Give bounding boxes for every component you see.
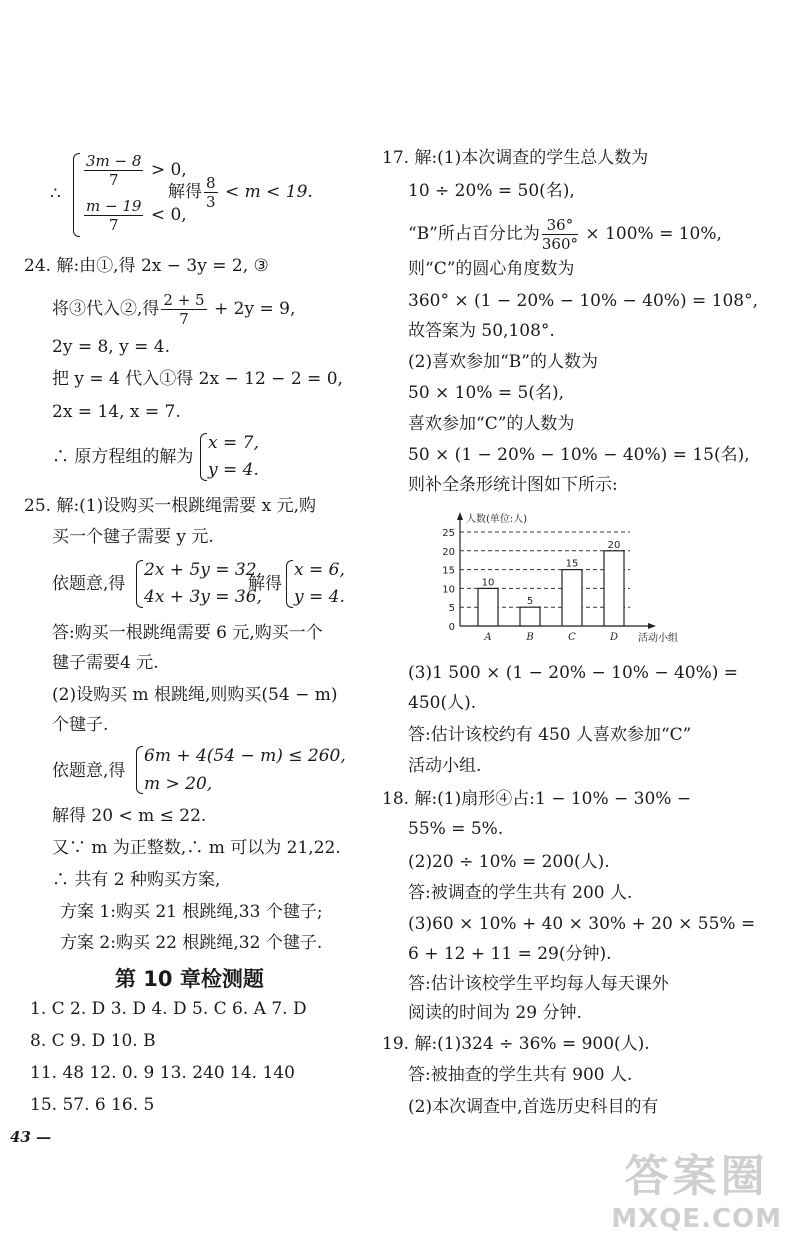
bar-value-label: 15 [565, 558, 579, 570]
inequality-1: $\frac{3m - 8}{7}$ > 0, [86, 152, 187, 189]
q25-line: ∴ 共有 2 种购买方案, [52, 870, 221, 890]
q17-line: “B”所占百分比为 $\frac{36^\circ}{360^\circ}$ × 100% = 10%, [408, 216, 722, 253]
q17-line: 喜欢参加“C”的人数为 [408, 414, 575, 434]
answer-line: 11. 48 12. 0. 9 13. 240 14. 140 [30, 1063, 295, 1083]
q25-line: 个毽子. [52, 715, 109, 735]
bar-chart [420, 508, 680, 648]
x-tick-label: A [484, 632, 492, 643]
q18-line: 6 + 12 + 11 = 29(分钟). [408, 944, 612, 964]
q19-line: 答:被抽查的学生共有 900 人. [408, 1065, 633, 1085]
bar-value-label: 10 [481, 577, 495, 589]
y-tick-label: 5 [448, 603, 455, 615]
q25-sol-y: y = 4. [294, 587, 345, 607]
answer-line: 1. C 2. D 3. D 4. D 5. C 6. A 7. D [30, 999, 307, 1019]
q17-line: 则“C”的圆心角度数为 [408, 259, 575, 279]
x-axis-label: 活动小组 [638, 633, 678, 644]
q17-line: 则补全条形统计图如下所示: [408, 475, 618, 495]
q19-line: 19. 解:(1)324 ÷ 36% = 900(人). [382, 1034, 650, 1054]
system-brace [286, 560, 293, 608]
y-axis-arrow [457, 512, 463, 520]
q18-line: 答:估计该校学生平均每人每天课外 [408, 974, 669, 994]
q18-line: 18. 解:(1)扇形④占:1 − 10% − 30% − [382, 789, 692, 809]
y-tick-label: 25 [442, 528, 455, 539]
q18-line: 答:被调查的学生共有 200 人. [408, 883, 633, 903]
q24-solution-x: x = 7, [208, 433, 259, 453]
x-axis-arrow [648, 623, 656, 629]
bar-value-label: 20 [607, 539, 621, 551]
inequality-2: $\frac{m - 19}{7}$ < 0, [86, 197, 187, 234]
q17-line: 50 × 10% = 5(名), [408, 383, 565, 403]
bar [520, 607, 540, 626]
q24-solution-y: y = 4. [208, 460, 259, 480]
y-tick-label: 10 [442, 584, 455, 596]
q24-line: 2y = 8, y = 4. [52, 337, 170, 357]
q18-line: (2)20 ÷ 10% = 200(人). [408, 852, 610, 872]
watermark-logo: 答案圈 MXQE.COM [611, 1151, 782, 1234]
q25-eq2: 4x + 3y = 36, [144, 587, 262, 607]
q17-line: 答:估计该校约有 450 人喜欢参加“C” [408, 725, 692, 745]
q25-line: 毽子需要4 元. [52, 653, 159, 673]
x-tick-label: D [609, 632, 619, 643]
system-brace [136, 746, 143, 794]
q25-line: 又∵ m 为正整数,∴ m 可以为 21,22. [52, 838, 341, 858]
y-axis-label: 人数(单位:人) [466, 514, 528, 525]
q25-line: 25. 解:(1)设购买一根跳绳需要 x 元,购 [24, 496, 317, 516]
system-brace [136, 560, 143, 608]
q25-line: 依题意,得 [52, 761, 126, 781]
chapter-heading: 第 10 章检测题 [115, 967, 264, 991]
q25-line: 依题意,得 [52, 574, 126, 594]
q25-line: 解得 20 < m ≤ 22. [52, 806, 207, 826]
q25-line: 方案 1:购买 21 根跳绳,33 个毽子; [60, 902, 323, 922]
q25-eq1: 2x + 5y = 32, [144, 560, 262, 580]
q17-line: 360° × (1 − 20% − 10% − 40%) = 108°, [408, 291, 758, 311]
x-tick-label: C [568, 632, 576, 643]
q25-line: 解得 [248, 574, 282, 594]
q25-ineq1: 6m + 4(54 − m) ≤ 260, [144, 746, 346, 766]
q17-line: 17. 解:(1)本次调查的学生总人数为 [382, 148, 649, 168]
x-tick-label: B [526, 632, 534, 643]
bar [562, 570, 582, 626]
q17-line: 50 × (1 − 20% − 10% − 40%) = 15(名), [408, 445, 750, 465]
q17-line: 活动小组. [408, 756, 482, 776]
q18-line: 55% = 5%. [408, 819, 504, 839]
solution-range: 解得 $\frac{8}{3}$ < m < 19. [168, 174, 313, 211]
q17-line: (3)1 500 × (1 − 20% − 10% − 40%) = [408, 663, 739, 683]
q25-line: (2)设购买 m 根跳绳,则购买(54 − m) [52, 685, 338, 705]
q24-line: ∴ 原方程组的解为 [52, 447, 194, 467]
system-brace [73, 153, 80, 237]
q24-line: 将③代入②,得 $\frac{2 + 5}{7}$ + 2y = 9, [52, 291, 296, 328]
q25-ineq2: m > 20, [144, 774, 213, 794]
q19-line: (2)本次调查中,首选历史科目的有 [408, 1097, 659, 1117]
bar-value-label: 5 [526, 596, 534, 608]
therefore-symbol: ∴ [50, 184, 61, 204]
q17-line: 450(人). [408, 693, 477, 713]
q18-line: (3)60 × 10% + 40 × 30% + 20 × 55% = [408, 914, 756, 934]
q17-line: (2)喜欢参加“B”的人数为 [408, 352, 598, 372]
q24-line: 把 y = 4 代入①得 2x − 12 − 2 = 0, [52, 369, 343, 389]
page-number: 43 — [10, 1128, 52, 1146]
y-tick-label: 15 [442, 565, 455, 577]
q17-line: 10 ÷ 20% = 50(名), [408, 181, 575, 201]
y-tick-label: 20 [442, 546, 455, 558]
y-tick-label: 0 [448, 622, 455, 633]
q25-line: 方案 2:购买 22 根跳绳,32 个毽子. [60, 933, 323, 953]
q25-sol-x: x = 6, [294, 560, 345, 580]
answer-line: 15. 57. 6 16. 5 [30, 1095, 155, 1115]
q25-line: 买一个毽子需要 y 元. [52, 527, 214, 547]
q18-line: 阅读的时间为 29 分钟. [408, 1003, 582, 1023]
q24-line: 24. 解:由①,得 2x − 3y = 2, ③ [24, 256, 269, 276]
q25-line: 答:购买一根跳绳需要 6 元,购买一个 [52, 623, 323, 643]
bar [478, 588, 498, 626]
q24-line: 2x = 14, x = 7. [52, 402, 181, 422]
q17-line: 故答案为 50,108°. [408, 321, 555, 341]
system-brace [200, 433, 207, 481]
bar [604, 551, 624, 626]
answer-line: 8. C 9. D 10. B [30, 1031, 156, 1051]
